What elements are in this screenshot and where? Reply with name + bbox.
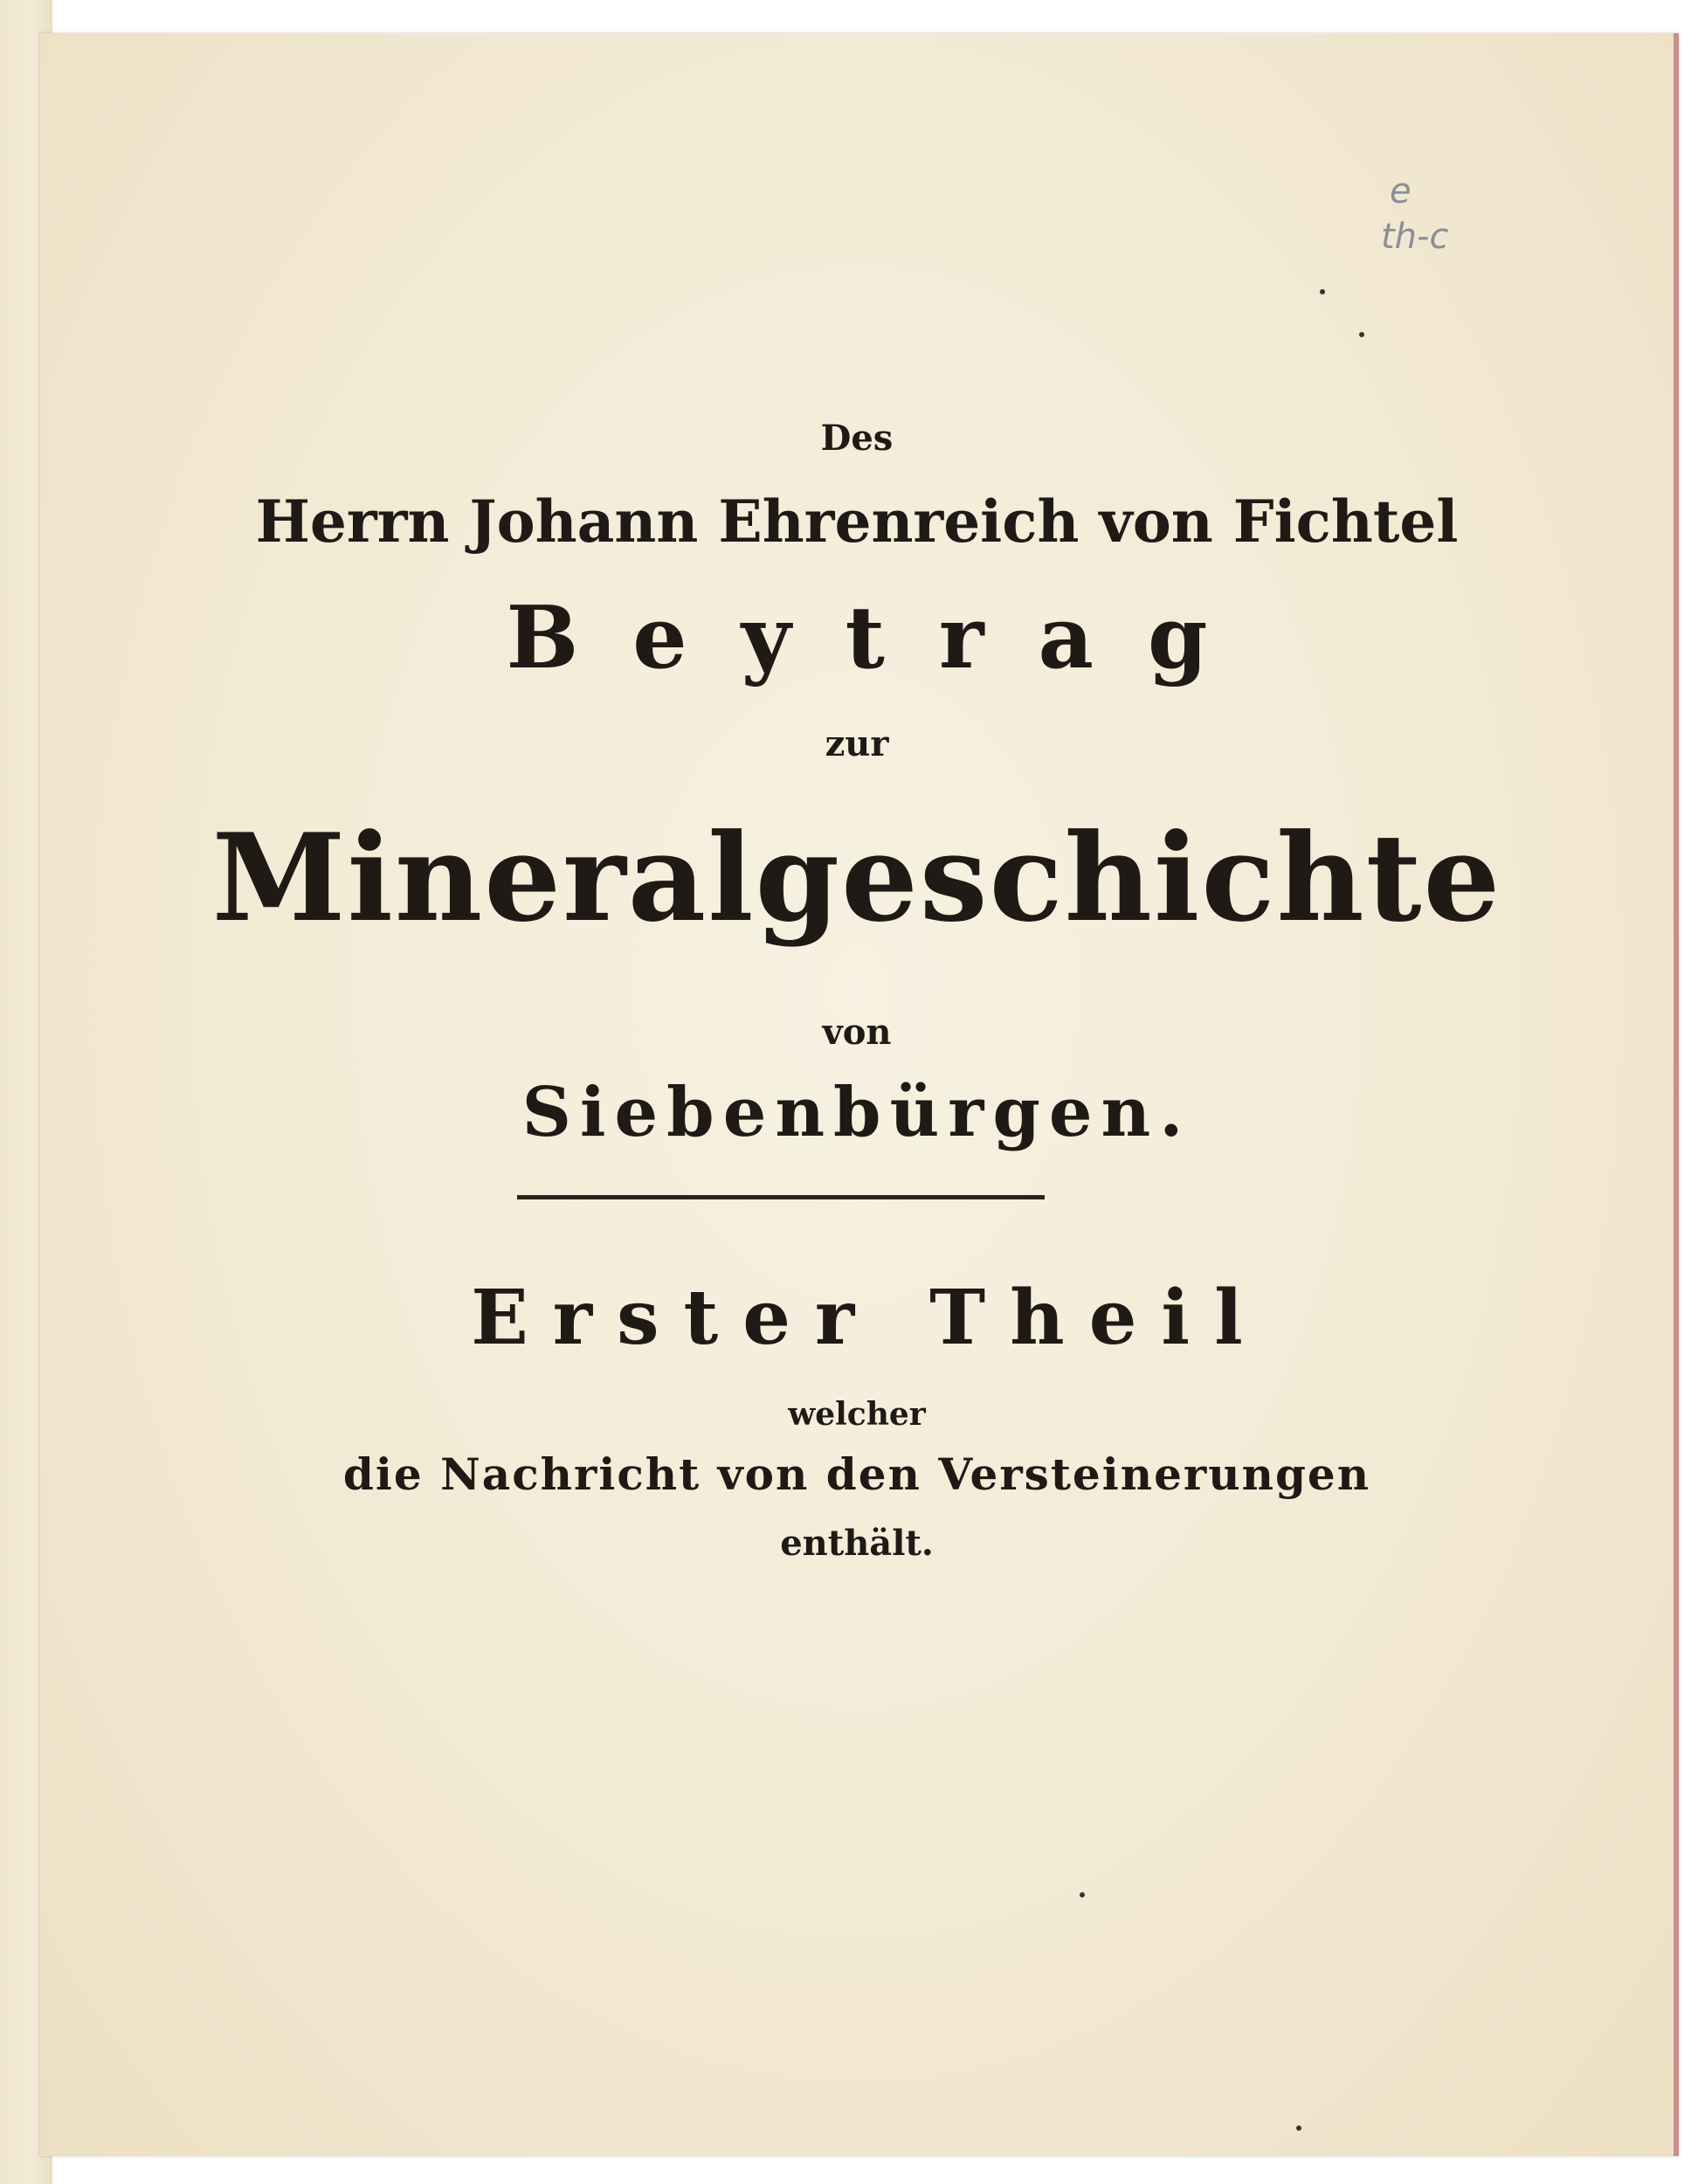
paper-speck xyxy=(1080,1892,1085,1897)
title-line-zur: zur xyxy=(825,723,889,764)
pencil-annotation-line-2: th-c xyxy=(1381,217,1449,257)
paper-speck xyxy=(1320,289,1325,294)
subtitle-line-enthalt: enthält. xyxy=(780,1523,934,1564)
divider-rule xyxy=(517,1195,1045,1199)
title-page xyxy=(40,33,1679,2156)
title-line-beytrag: Beytrag xyxy=(506,588,1262,688)
pencil-annotation-line-1: e xyxy=(1390,171,1412,211)
title-line-von: von xyxy=(822,1012,892,1053)
paper-speck xyxy=(1359,332,1364,337)
place-line: Siebenbürgen. xyxy=(521,1073,1192,1152)
pencil-annotation xyxy=(1381,169,1564,259)
author-line: Herrn Johann Ehrenreich von Fichtel xyxy=(255,487,1459,556)
paper-speck xyxy=(1296,2125,1301,2131)
title-line-des: Des xyxy=(820,418,894,459)
main-title: Mineralgeschichte xyxy=(211,806,1502,949)
subtitle-line-welcher: welcher xyxy=(788,1396,926,1433)
part-heading: Erster Theil xyxy=(471,1274,1267,1362)
subtitle-line-subject: die Nachricht von den Versteinerungen xyxy=(342,1448,1371,1500)
